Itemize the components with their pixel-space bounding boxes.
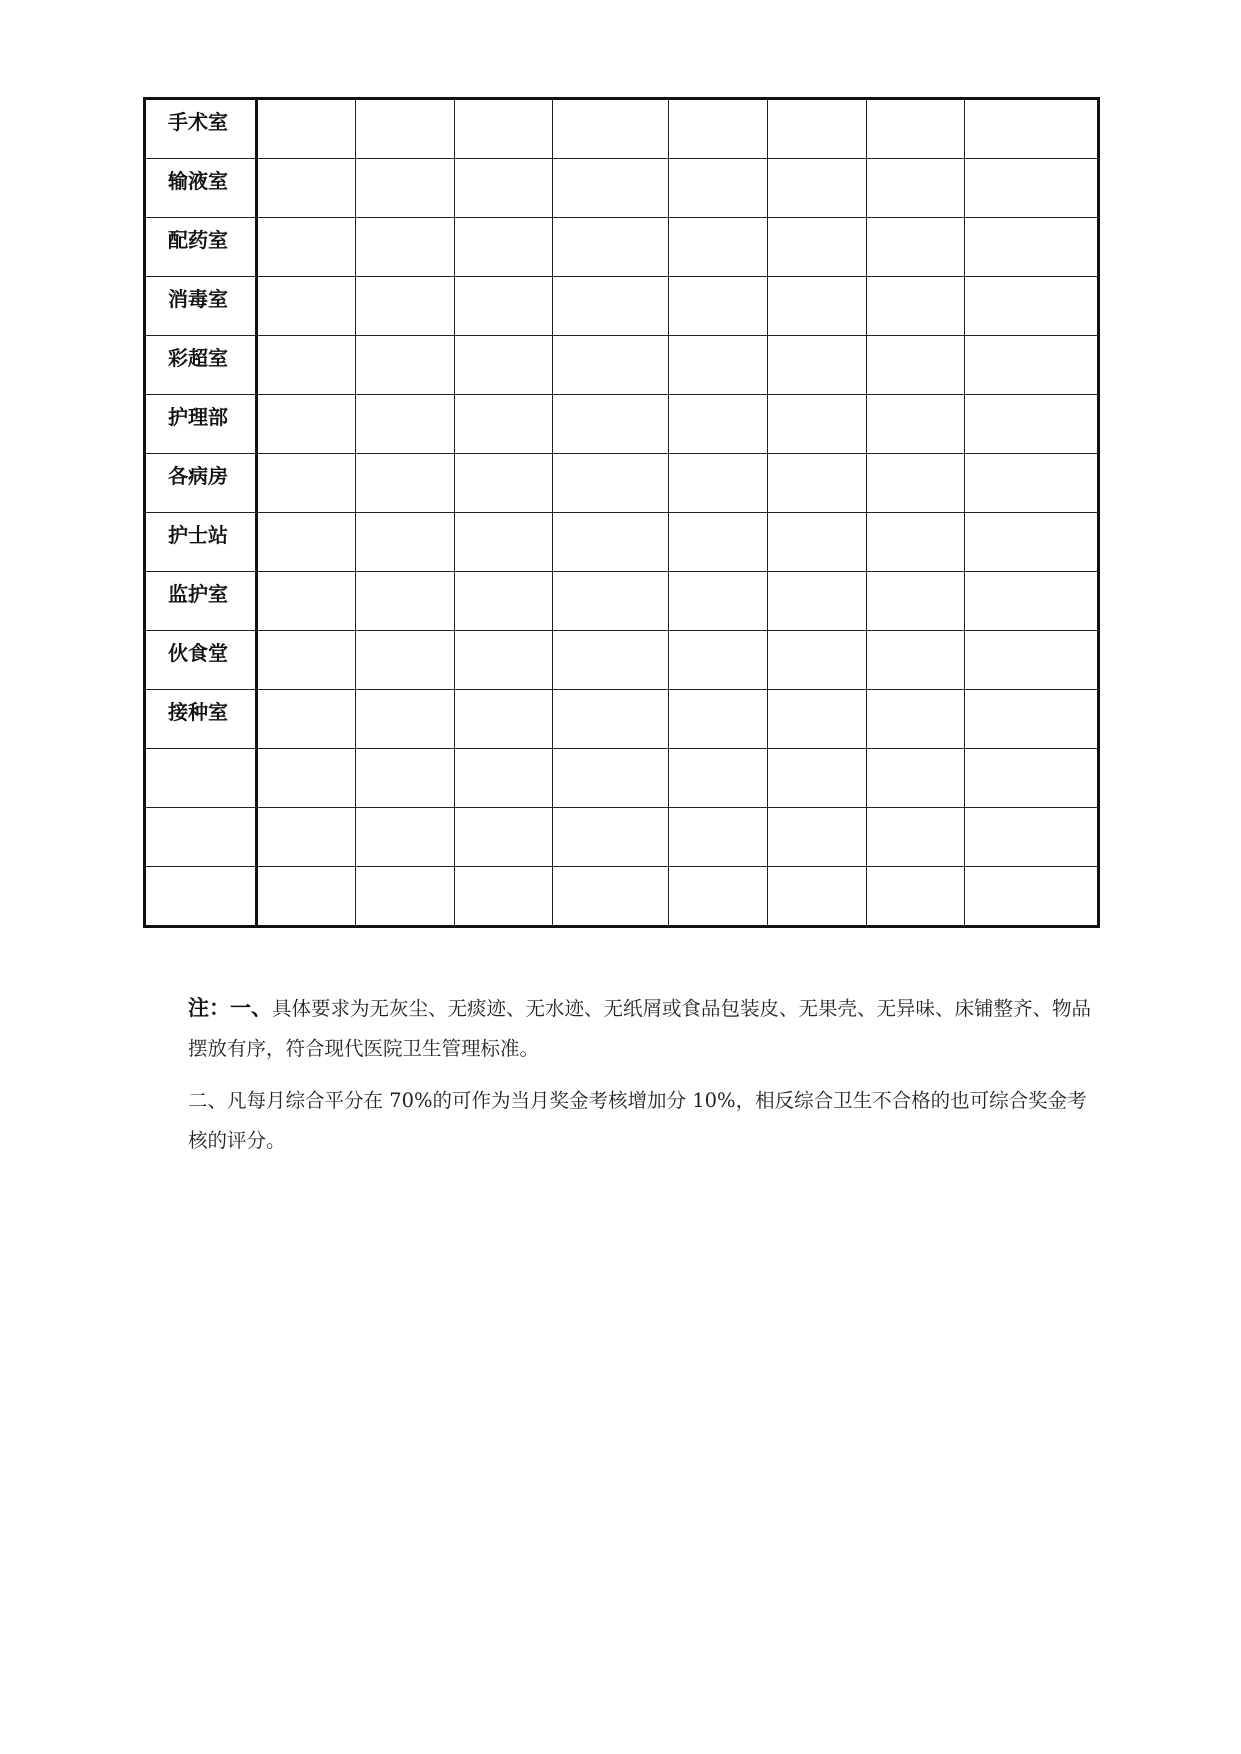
score-cell: [965, 277, 1099, 336]
note-1-body: 具体要求为无灰尘、无痰迹、无水迹、无纸屑或食品包装皮、无果壳、无异味、床铺整齐、物品摆放有序，符合现代医院卫生管理标准。: [188, 997, 1092, 1060]
score-cell: [553, 336, 669, 395]
score-cell: [455, 808, 553, 867]
score-cell: [356, 218, 455, 277]
score-cell: [867, 513, 965, 572]
score-cell: [965, 867, 1099, 927]
score-cell: [669, 690, 768, 749]
table-row: [145, 218, 1099, 277]
score-cell: [768, 808, 867, 867]
score-cell: [768, 159, 867, 218]
score-cell: [257, 99, 356, 159]
table-body: [145, 99, 1099, 927]
score-cell: [867, 808, 965, 867]
score-cell: [669, 867, 768, 927]
notes-section: [188, 988, 1106, 1161]
score-cell: [455, 572, 553, 631]
score-cell: [257, 218, 356, 277]
score-cell: [669, 808, 768, 867]
table-row: [145, 808, 1099, 867]
score-cell: [669, 513, 768, 572]
score-cell: [553, 218, 669, 277]
score-cell: [867, 99, 965, 159]
score-cell: [867, 454, 965, 513]
score-cell: [768, 454, 867, 513]
score-cell: [768, 513, 867, 572]
score-cell: [965, 454, 1099, 513]
table-row: [145, 631, 1099, 690]
score-cell: [768, 277, 867, 336]
score-cell: [356, 690, 455, 749]
table-row: [145, 159, 1099, 218]
table-row: [145, 336, 1099, 395]
room-name-cell: [145, 867, 257, 927]
score-cell: [356, 808, 455, 867]
score-cell: [669, 749, 768, 808]
score-cell: [257, 572, 356, 631]
score-cell: [455, 218, 553, 277]
score-cell: [257, 159, 356, 218]
score-cell: [257, 690, 356, 749]
hygiene-inspection-table: [143, 97, 1100, 928]
score-cell: [553, 454, 669, 513]
room-name-cell: [145, 749, 257, 808]
room-name-cell: 输液室: [145, 159, 257, 218]
score-cell: [669, 218, 768, 277]
table-row: [145, 454, 1099, 513]
score-cell: [867, 218, 965, 277]
room-name-cell: 伙食堂: [145, 631, 257, 690]
score-cell: [965, 336, 1099, 395]
score-cell: [356, 99, 455, 159]
score-cell: [669, 454, 768, 513]
score-cell: [356, 395, 455, 454]
score-cell: [867, 749, 965, 808]
score-cell: [768, 218, 867, 277]
room-name-cell: 手术室: [145, 99, 257, 159]
table-row: [145, 749, 1099, 808]
room-name-cell: 配药室: [145, 218, 257, 277]
score-cell: [356, 277, 455, 336]
score-cell: [768, 99, 867, 159]
score-cell: [553, 513, 669, 572]
score-cell: [455, 277, 553, 336]
score-cell: [965, 808, 1099, 867]
score-cell: [768, 572, 867, 631]
score-cell: [553, 277, 669, 336]
score-cell: [965, 631, 1099, 690]
score-cell: [455, 336, 553, 395]
score-cell: [867, 336, 965, 395]
score-cell: [553, 159, 669, 218]
score-cell: [553, 631, 669, 690]
table-row: [145, 572, 1099, 631]
score-cell: [553, 749, 669, 808]
score-cell: [669, 277, 768, 336]
score-cell: [356, 159, 455, 218]
note-2: 二、凡每月综合平分在 70%的可作为当月奖金考核增加分 10%，相反综合卫生不合格的也可综合奖金考核的评分。: [188, 1089, 1087, 1152]
score-cell: [867, 867, 965, 927]
room-name-cell: 护士站: [145, 513, 257, 572]
score-cell: [455, 690, 553, 749]
score-cell: [669, 159, 768, 218]
score-cell: [553, 99, 669, 159]
score-cell: [257, 631, 356, 690]
room-name-cell: 消毒室: [145, 277, 257, 336]
score-cell: [669, 99, 768, 159]
note-1-lead: 注：一、: [188, 996, 272, 1020]
table-row: [145, 395, 1099, 454]
note-1: [188, 988, 1106, 1069]
score-cell: [768, 336, 867, 395]
score-cell: [257, 513, 356, 572]
score-cell: [257, 336, 356, 395]
score-cell: [867, 690, 965, 749]
table-row: [145, 513, 1099, 572]
score-cell: [768, 395, 867, 454]
room-name-cell: [145, 808, 257, 867]
score-cell: [455, 99, 553, 159]
score-cell: [669, 395, 768, 454]
score-cell: [356, 513, 455, 572]
score-cell: [669, 572, 768, 631]
score-cell: [257, 867, 356, 927]
score-cell: [356, 749, 455, 808]
room-name-cell: 接种室: [145, 690, 257, 749]
score-cell: [257, 395, 356, 454]
table-row: [145, 690, 1099, 749]
score-cell: [257, 749, 356, 808]
score-cell: [455, 454, 553, 513]
score-cell: [553, 572, 669, 631]
score-cell: [553, 867, 669, 927]
score-cell: [965, 572, 1099, 631]
score-cell: [553, 808, 669, 867]
score-cell: [356, 454, 455, 513]
score-cell: [965, 99, 1099, 159]
score-cell: [356, 631, 455, 690]
score-cell: [867, 572, 965, 631]
score-cell: [768, 867, 867, 927]
score-cell: [965, 159, 1099, 218]
score-cell: [867, 395, 965, 454]
score-cell: [356, 572, 455, 631]
room-name-cell: 护理部: [145, 395, 257, 454]
score-cell: [356, 867, 455, 927]
score-cell: [965, 749, 1099, 808]
score-cell: [965, 690, 1099, 749]
score-cell: [768, 631, 867, 690]
room-name-cell: 彩超室: [145, 336, 257, 395]
score-cell: [257, 808, 356, 867]
score-cell: [356, 336, 455, 395]
table-row: [145, 277, 1099, 336]
room-name-cell: 各病房: [145, 454, 257, 513]
score-cell: [455, 159, 553, 218]
score-cell: [455, 513, 553, 572]
score-cell: [455, 395, 553, 454]
room-name-cell: 监护室: [145, 572, 257, 631]
score-cell: [455, 631, 553, 690]
table-row: [145, 99, 1099, 159]
score-cell: [965, 218, 1099, 277]
score-cell: [768, 690, 867, 749]
table-row: [145, 867, 1099, 927]
score-cell: [257, 277, 356, 336]
score-cell: [965, 395, 1099, 454]
score-cell: [455, 867, 553, 927]
score-cell: [669, 336, 768, 395]
score-cell: [768, 749, 867, 808]
score-cell: [965, 513, 1099, 572]
score-cell: [867, 159, 965, 218]
score-cell: [867, 277, 965, 336]
score-cell: [257, 454, 356, 513]
score-cell: [867, 631, 965, 690]
score-cell: [553, 395, 669, 454]
score-cell: [455, 749, 553, 808]
score-cell: [553, 690, 669, 749]
score-cell: [669, 631, 768, 690]
